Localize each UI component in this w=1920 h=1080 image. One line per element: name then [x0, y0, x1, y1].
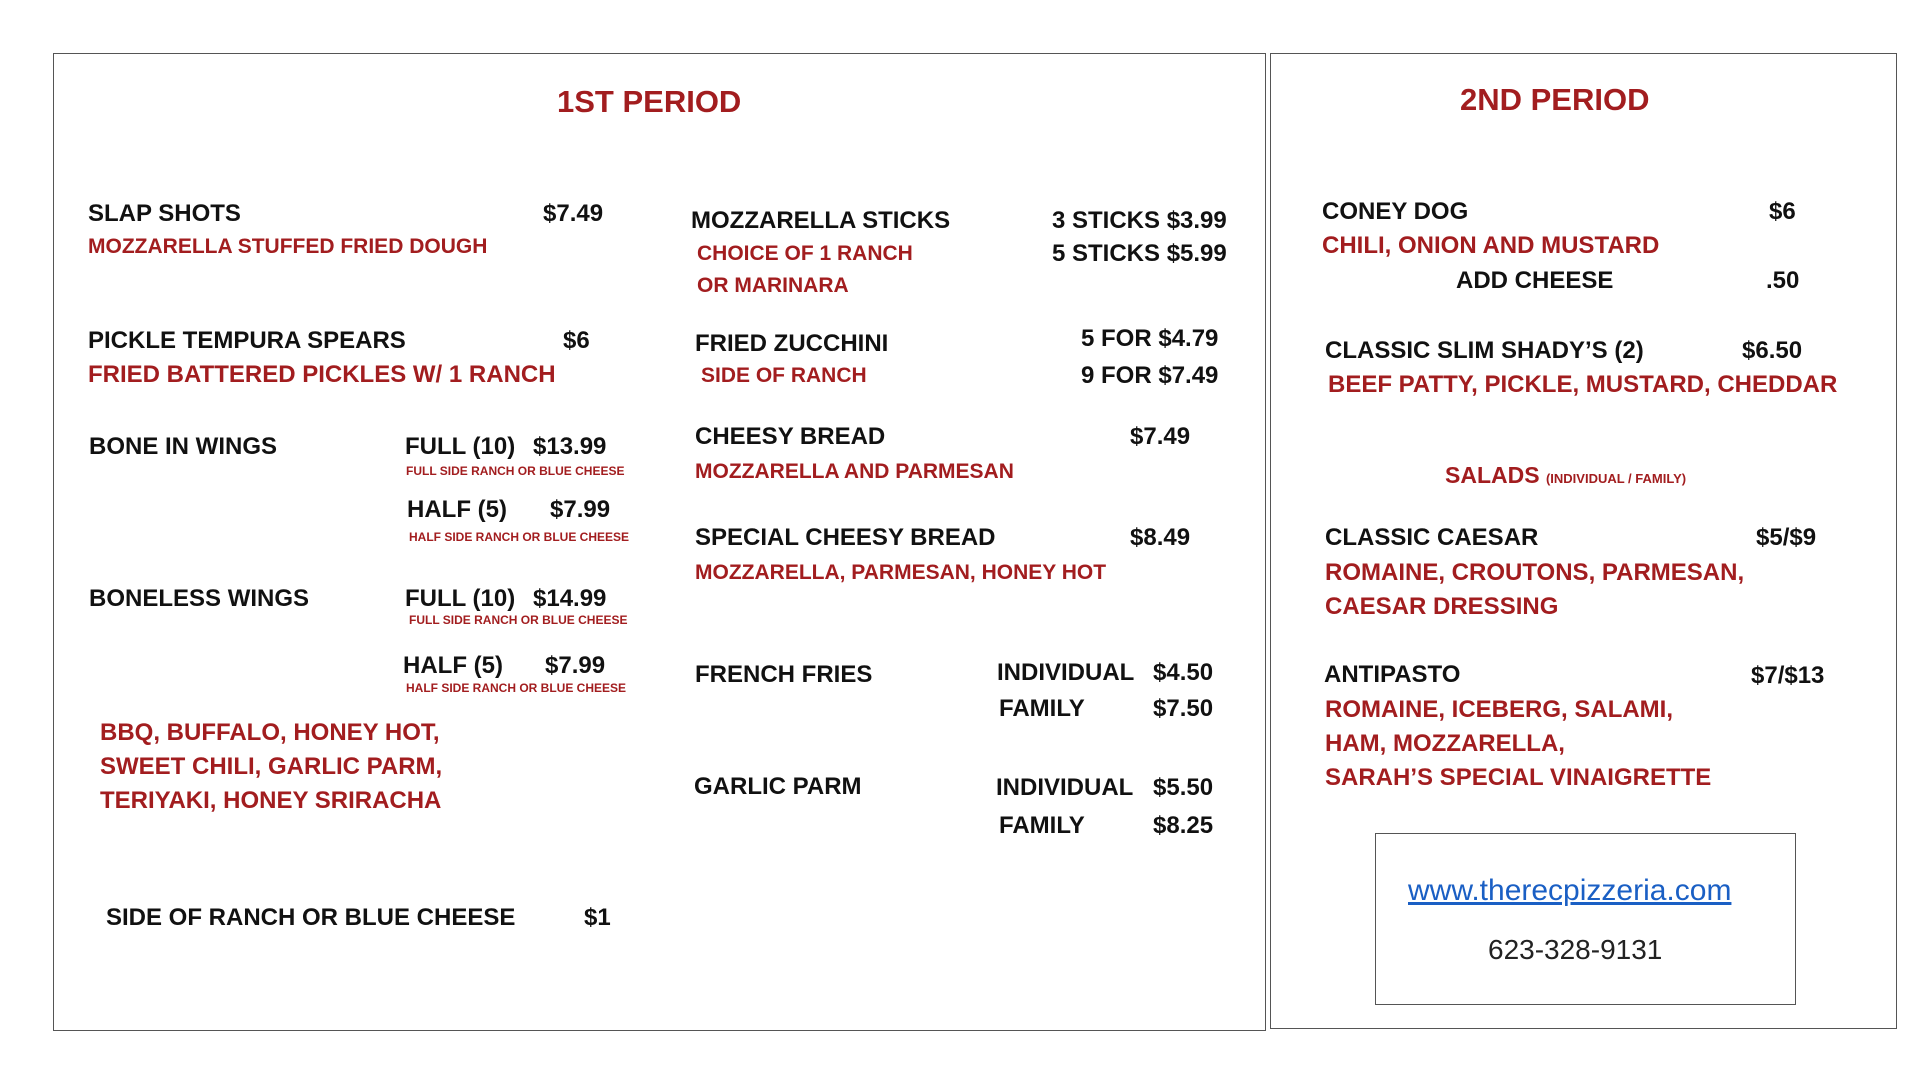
- bone-in-wings-half-note: HALF SIDE RANCH OR BLUE CHEESE: [409, 530, 630, 544]
- boneless-wings-half: HALF (5): [403, 652, 503, 679]
- special-cheesy-bread-price: $8.49: [1130, 524, 1191, 551]
- boneless-wings-full-note: FULL SIDE RANCH OR BLUE CHEESE: [409, 613, 628, 627]
- boneless-wings-half-note: HALF SIDE RANCH OR BLUE CHEESE: [406, 681, 627, 695]
- french-fries-individual: INDIVIDUAL: [997, 659, 1135, 686]
- fried-zucchini-name: FRIED ZUCCHINI: [695, 330, 889, 357]
- bone-in-wings-full-price: $13.99: [533, 433, 607, 460]
- french-fries-family: FAMILY: [999, 695, 1085, 722]
- french-fries-family-price: $7.50: [1153, 695, 1214, 722]
- fried-zucchini-price-9: 9 FOR $7.49: [1081, 362, 1219, 389]
- mozzarella-sticks-price-5: 5 STICKS $5.99: [1052, 240, 1227, 267]
- antipasto-price: $7/$13: [1751, 662, 1825, 689]
- french-fries-name: FRENCH FRIES: [695, 661, 873, 688]
- garlic-parm-name: GARLIC PARM: [694, 773, 862, 800]
- coney-dog-addon-price: .50: [1766, 267, 1800, 294]
- coney-dog-price: $6: [1769, 198, 1796, 225]
- salads-subtitle: (INDIVIDUAL / FAMILY): [1545, 471, 1687, 486]
- first-period-title: 1ST PERIOD: [557, 84, 742, 119]
- garlic-parm-individual-price: $5.50: [1153, 774, 1214, 801]
- website-link[interactable]: www.therecpizzeria.com: [1408, 874, 1732, 907]
- coney-dog-addon: ADD CHEESE: [1456, 267, 1614, 294]
- salads-title: SALADS: [1445, 462, 1540, 488]
- bone-in-wings-full: FULL (10): [405, 433, 516, 460]
- garlic-parm-family: FAMILY: [999, 812, 1085, 839]
- mozzarella-sticks-desc-2: OR MARINARA: [697, 274, 849, 297]
- boneless-wings-name: BONELESS WINGS: [89, 585, 310, 612]
- cheesy-bread-name: CHEESY BREAD: [695, 423, 886, 450]
- side-ranch-price: $1: [584, 904, 611, 931]
- slap-shots-price: $7.49: [543, 200, 604, 227]
- slap-shots-name: SLAP SHOTS: [88, 200, 241, 227]
- coney-dog-desc: CHILI, ONION AND MUSTARD: [1322, 232, 1660, 259]
- slim-shadys-name: CLASSIC SLIM SHADY’S (2): [1325, 337, 1644, 364]
- bone-in-wings-half: HALF (5): [407, 496, 507, 523]
- bone-in-wings-full-note: FULL SIDE RANCH OR BLUE CHEESE: [406, 464, 625, 478]
- mozzarella-sticks-name: MOZZARELLA STICKS: [691, 207, 951, 234]
- coney-dog-name: CONEY DOG: [1322, 198, 1469, 225]
- slim-shadys-desc: BEEF PATTY, PICKLE, MUSTARD, CHEDDAR: [1328, 371, 1838, 398]
- fried-zucchini-price-5: 5 FOR $4.79: [1081, 325, 1219, 352]
- side-ranch-name: SIDE OF RANCH OR BLUE CHEESE: [106, 904, 516, 931]
- salads-heading: [1445, 464, 1686, 487]
- mozzarella-sticks-price-3: 3 STICKS $3.99: [1052, 207, 1227, 234]
- classic-caesar-name: CLASSIC CAESAR: [1325, 524, 1539, 551]
- fried-zucchini-desc: SIDE OF RANCH: [701, 364, 867, 387]
- classic-caesar-desc: ROMAINE, CROUTONS, PARMESAN, CAESAR DRESSING: [1325, 559, 1745, 620]
- pickle-spears-price: $6: [563, 327, 590, 354]
- cheesy-bread-desc: MOZZARELLA AND PARMESAN: [695, 460, 1014, 483]
- garlic-parm-individual: INDIVIDUAL: [996, 774, 1134, 801]
- phone-number: 623-328-9131: [1488, 934, 1663, 965]
- second-period-title: 2ND PERIOD: [1460, 82, 1650, 117]
- special-cheesy-bread-name: SPECIAL CHEESY BREAD: [695, 524, 996, 551]
- mozzarella-sticks-desc-1: CHOICE OF 1 RANCH: [697, 242, 913, 265]
- pickle-spears-desc: FRIED BATTERED PICKLES W/ 1 RANCH: [88, 361, 556, 388]
- special-cheesy-bread-desc: MOZZARELLA, PARMESAN, HONEY HOT: [695, 561, 1107, 584]
- bone-in-wings-half-price: $7.99: [550, 496, 611, 523]
- garlic-parm-family-price: $8.25: [1153, 812, 1214, 839]
- antipasto-name: ANTIPASTO: [1324, 661, 1461, 688]
- boneless-wings-full-price: $14.99: [533, 585, 607, 612]
- antipasto-desc: ROMAINE, ICEBERG, SALAMI, HAM, MOZZARELLA, SARAH’S SPECIAL VINAIGRETTE: [1325, 696, 1712, 791]
- pickle-spears-name: PICKLE TEMPURA SPEARS: [88, 327, 406, 354]
- bone-in-wings-name: BONE IN WINGS: [89, 433, 278, 460]
- slim-shadys-price: $6.50: [1742, 337, 1803, 364]
- slap-shots-desc: MOZZARELLA STUFFED FRIED DOUGH: [88, 235, 488, 258]
- wing-sauces: BBQ, BUFFALO, HONEY HOT, SWEET CHILI, GARLIC PARM, TERIYAKI, HONEY SRIRACHA: [100, 719, 443, 814]
- classic-caesar-price: $5/$9: [1756, 524, 1817, 551]
- boneless-wings-full: FULL (10): [405, 585, 516, 612]
- cheesy-bread-price: $7.49: [1130, 423, 1191, 450]
- contact-box: [1375, 833, 1796, 1005]
- french-fries-individual-price: $4.50: [1153, 659, 1214, 686]
- boneless-wings-half-price: $7.99: [545, 652, 606, 679]
